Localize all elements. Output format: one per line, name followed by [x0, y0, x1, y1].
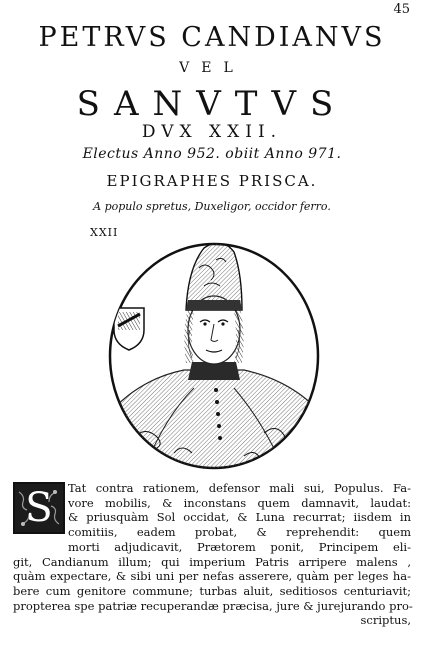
portrait-number: XXII [90, 226, 119, 239]
text-line: scriptus, [360, 613, 411, 628]
text-line: quàm expectare, & sibi uni per nefas asserere, quàm per leges ha- [13, 569, 411, 584]
doge-alias: SANVTVS [76, 84, 348, 124]
page-number: 45 [393, 2, 410, 17]
biography-text [13, 481, 411, 628]
text-line: comitiis, eadem probat, & reprehendit: quem [68, 525, 411, 540]
doge-name: PETRVS CANDIANVS [38, 22, 386, 53]
text-line: git, Candianum illum; qui imperium Patris arripere malens , [13, 554, 411, 569]
text-line: vore mobilis, & inconstans quem damnavit, laudat: [68, 495, 411, 510]
initial-letter: S [25, 485, 53, 531]
text-line: & priusquàm Sol occidat, & Luna recurrat; iisdem in [68, 510, 411, 525]
reign-dates: Electus Anno 952. obiit Anno 971. [82, 146, 342, 162]
text-line: bere cum genitore commune; turbas aluit, seditiosos centuriavit; [13, 583, 411, 598]
epigraph-heading: EPIGRAPHES PRISCA. [106, 172, 318, 190]
text-line: propterea spe patriæ recuperandæ præcisa, jure & jurejurando pro- [13, 598, 413, 613]
title-conjunction: VEL [179, 60, 245, 76]
epigraph-text: A populo spretus, Duxeligor, occidor ferro. [93, 200, 331, 213]
text-line: Tat contra rationem, defensor mali sui, Populus. Fa- [68, 481, 411, 495]
doge-portrait-engraving [104, 238, 324, 470]
text-line: morti adjudicavit, Prætorem ponit, Principem eli- [68, 539, 411, 554]
doge-ordinal: DVX XXII. [141, 122, 283, 142]
